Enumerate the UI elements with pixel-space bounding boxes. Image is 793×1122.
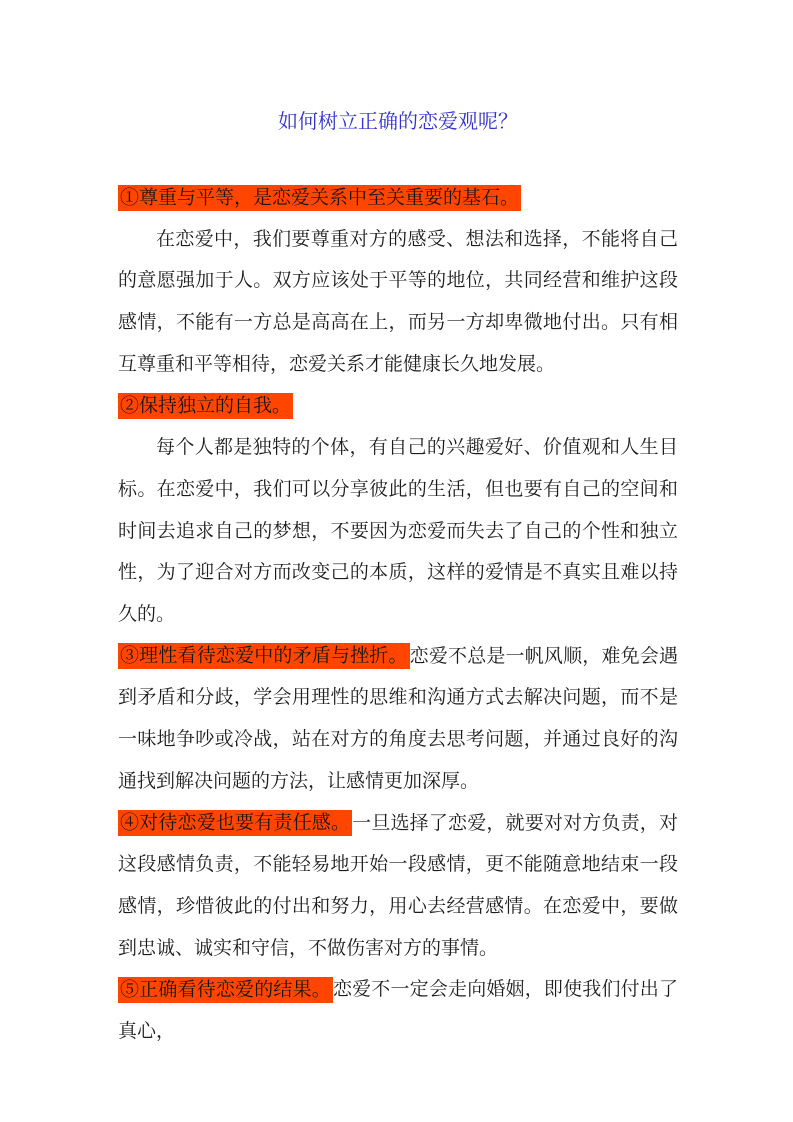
- section-3-body: 恋爱不总是一帆风顺，难免会遇到矛盾和分歧，学会用理性的思维和沟通方式去解决问题，而不是一味地争吵或冷战，站在对方的角度去思考问题，并通过良好的沟通找到解决问题的方法，让感情更加深厚。: [118, 645, 678, 792]
- section-3-paragraph: [118, 636, 678, 803]
- section-3-heading: ③理性看待恋爱中的矛盾与挫折。: [118, 643, 410, 669]
- document-content: [118, 177, 678, 1053]
- section-2-paragraph: 每个人都是独特的个体，有自己的兴趣爱好、价值观和人生目标。在恋爱中，我们可以分享彼此的生活，但也要有自己的空间和时间去追求自己的梦想，不要因为恋爱而失去了自己的个性和独立性，为了迎合对方而改变己的本质，这样的爱情是不真实且难以持久的。: [118, 437, 678, 626]
- section-2-heading-line: [118, 386, 678, 428]
- section-5-body: 恋爱不一定会走向婚姻，即使我们付出了真心，: [118, 979, 678, 1043]
- section-4-body: 一旦选择了恋爱，就要对对方负责，对这段感情负责，不能轻易地开始一段感情，更不能随意地结束一段感情，珍惜彼此的付出和努力，用心去经营感情。在恋爱中，要做到忠诚、诚实和守信，不做伤害对方的事情。: [118, 812, 678, 959]
- section-4-paragraph: [118, 803, 678, 970]
- section-1-heading-line: [118, 177, 678, 219]
- section-5-heading: ⑤正确看待恋爱的结果。: [118, 977, 333, 1003]
- section-1-heading: ①尊重与平等，是恋爱关系中至关重要的基石。: [118, 185, 521, 211]
- section-1-paragraph: 在恋爱中，我们要尊重对方的感受、想法和选择，不能将自己的意愿强加于人。双方应该处于平等的地位，共同经营和维护这段感情，不能有一方总是高高在上，而另一方却卑微地付出。只有相互尊重和平等相待，恋爱关系才能健康长久地发展。: [118, 228, 678, 375]
- section-2-heading: ②保持独立的自我。: [118, 393, 293, 419]
- section-4-heading: ④对待恋爱也要有责任感。: [118, 810, 352, 836]
- section-5-paragraph: [118, 969, 678, 1052]
- document-title: 如何树立正确的恋爱观呢？: [278, 111, 518, 133]
